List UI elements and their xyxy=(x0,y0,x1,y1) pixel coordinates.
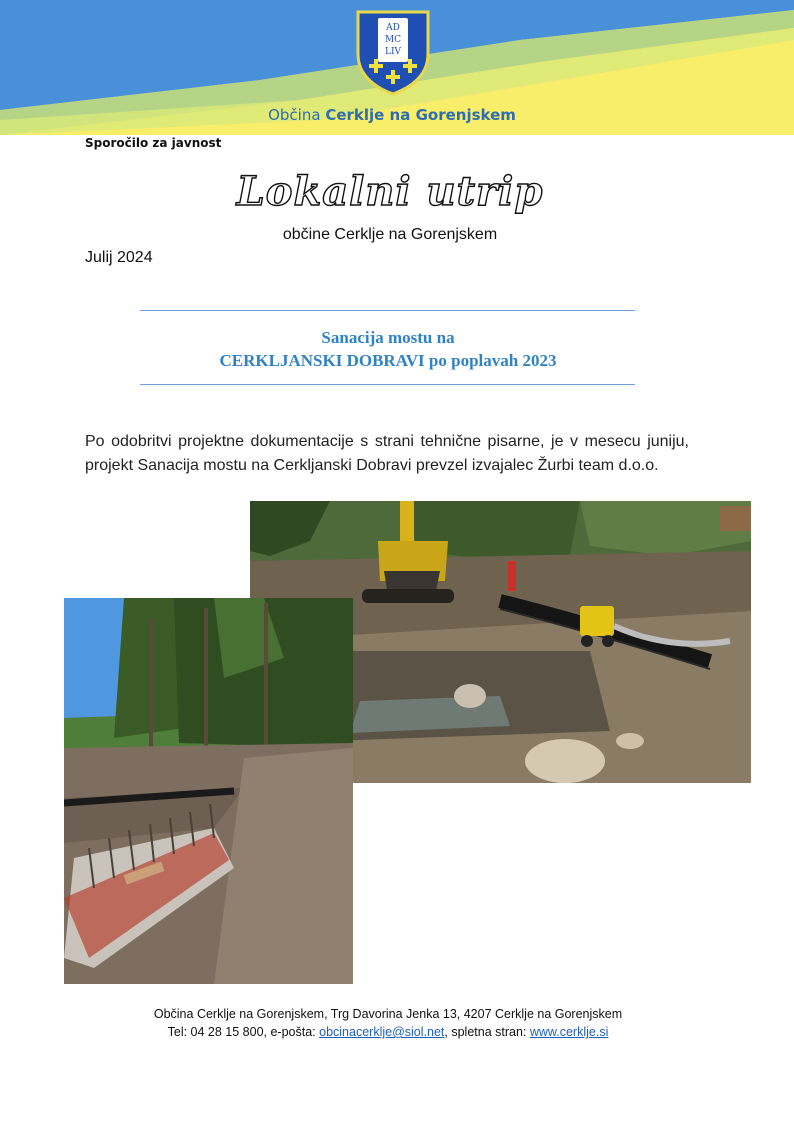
press-release-label: Sporočilo za javnost xyxy=(85,136,222,150)
headline-line-2: CERKLJANSKI DOBRAVI po poplavah 2023 xyxy=(219,351,557,370)
headline-line-1: Sanacija mostu na xyxy=(321,328,455,347)
municipal-crest-icon xyxy=(354,8,432,96)
bulletin-subtitle: občine Cerklje na Gorenjskem xyxy=(282,226,498,243)
headline-divider-top xyxy=(140,310,635,311)
construction-photo-rebar xyxy=(64,598,353,984)
footer-address: Občina Cerklje na Gorenjskem, Trg Davorina Jenka 13, 4207 Cerklje na Gorenjskem xyxy=(153,1007,623,1021)
footer-phone: Tel: 04 28 15 800, e-pošta: xyxy=(167,1025,320,1039)
footer-contact xyxy=(0,1023,776,1041)
footer-email-link[interactable]: obcinacerklje@siol.net xyxy=(319,1025,445,1039)
issue-date: Julij 2024 xyxy=(85,249,153,266)
footer-website-link[interactable]: www.cerklje.si xyxy=(529,1025,609,1039)
municipality-name: Cerklje na Gorenjskem xyxy=(325,106,516,124)
crest-letters-1: AD xyxy=(386,23,400,33)
municipality-prefix: Občina xyxy=(268,106,321,124)
crest-letters-2: MC xyxy=(384,35,402,45)
crest-letters-3: LIV xyxy=(384,47,402,57)
municipality-title xyxy=(0,106,784,124)
article-headline xyxy=(0,326,776,372)
bulletin-title: Lokalni utrip xyxy=(236,168,544,215)
footer-web-label: , spletna stran: xyxy=(444,1025,530,1039)
headline-divider-bottom xyxy=(140,384,635,385)
footer xyxy=(0,1005,776,1041)
article-body: Po odobritvi projektne dokumentacije s strani tehnične pisarne, je v mesecu juniju, projekt Sanacija mostu na Cerkljanski Dobravi prevzel izvajalec Žurbi team d.o.o. xyxy=(85,433,689,474)
